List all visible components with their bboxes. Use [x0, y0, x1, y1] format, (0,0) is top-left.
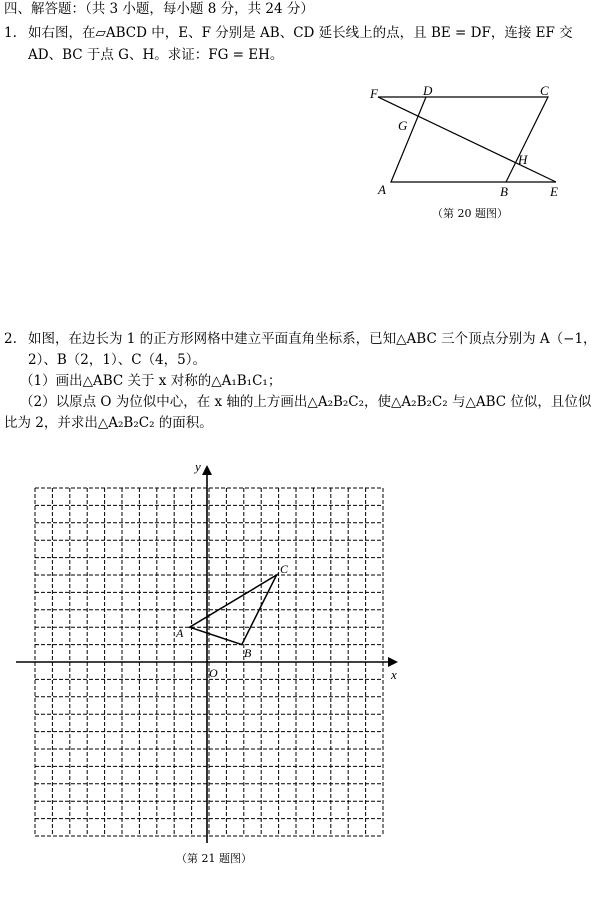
- label-a: A: [378, 182, 386, 197]
- problem-2-part-2-line-1: （2）以原点 O 为位似中心，在 x 轴的上方画出△A₂B₂C₂，使△A₂B₂C₂ 与△ABC 位似，且位似: [20, 394, 592, 410]
- label-c: C: [540, 83, 549, 98]
- problem-2-part-1: （1）画出△ABC 关于 x 对称的△A₁B₁C₁；: [20, 373, 282, 389]
- x-axis-arrow: [388, 657, 398, 667]
- vertex-c-label: C: [280, 562, 289, 576]
- problem-1-line-2: AD、BC 于点 G、H。求证：FG = EH。: [28, 47, 284, 63]
- label-e: E: [550, 184, 558, 199]
- label-d: D: [423, 83, 433, 98]
- label-h: H: [518, 152, 528, 167]
- problem-2-number: 2.: [4, 331, 17, 347]
- problem-1-line-1: 如右图，在▱ABCD 中，E、F 分别是 AB、CD 延长线上的点，且 BE = DF，连接 EF 交: [28, 25, 573, 41]
- label-g: G: [398, 118, 408, 133]
- vertex-b-label: B: [244, 646, 252, 660]
- figure-20-caption: （第 20 题图）: [432, 207, 508, 220]
- label-f: F: [370, 86, 378, 101]
- segment-fe: [378, 97, 556, 182]
- label-b: B: [500, 184, 508, 199]
- parallelogram-abcd: [391, 97, 548, 182]
- figure-21-caption: （第 21 题图）: [176, 852, 252, 865]
- problem-2-line-2: 2）、B（2，1）、C（4，5）。: [28, 352, 206, 368]
- section-heading: 四、解答题：（共 3 小题，每小题 8 分，共 24 分）: [4, 1, 314, 17]
- y-axis-label: y: [195, 459, 201, 474]
- y-axis-arrow: [202, 465, 212, 475]
- parallelogram-figure: [360, 80, 580, 205]
- coordinate-grid-figure: [0, 455, 420, 855]
- problem-1-number: 1.: [4, 25, 17, 41]
- problem-2-line-1: 如图，在边长为 1 的正方形网格中建立平面直角坐标系，已知△ABC 三个顶点分别为 A（−1，: [28, 331, 597, 347]
- problem-2-part-2-line-2: 比为 2，并求出△A₂B₂C₂ 的面积。: [4, 415, 213, 431]
- vertex-a-label: A: [176, 626, 184, 640]
- x-axis-label: x: [391, 667, 397, 682]
- origin-label: O: [209, 666, 218, 680]
